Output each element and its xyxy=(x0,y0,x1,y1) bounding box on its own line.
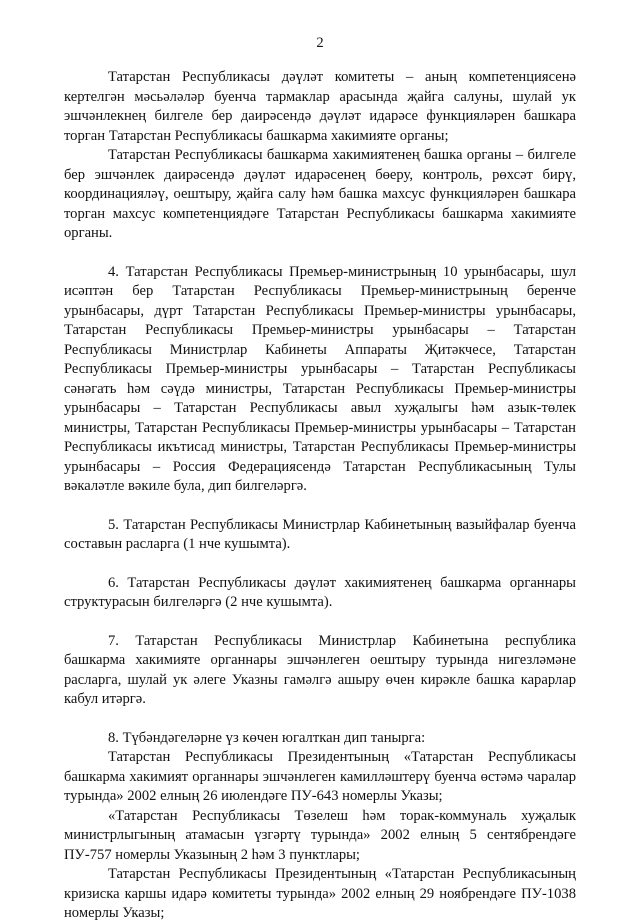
page-number: 2 xyxy=(316,35,324,51)
paragraph-item-8: 8. Түбәндәгеләрне үз көчен югалткан дип танырга: xyxy=(108,729,426,746)
paragraph-item-8-decree-1038: Татарстан Республикасы Президентының «Татарстан Республикасының кризиска каршы идарә комитеты турында» 2002 елның 29 ноябрендәге ПУ-1038 номерлы Указы; xyxy=(64,866,576,921)
paragraph-item-4: 4. Татарстан Республикасы Премьер-министрының 10 урынбасары, шул исәптән бер Татарстан Республикасы Премьер-министрының беренче урынбасары, дүрт Татарстан Республикасы Премьер-министры урынбасары, Татарстан Республикасы Премьер-министры урынбасары – Татарстан Республикасы Министрлар Кабинеты Аппараты Җитәкчесе, Татарстан Республикасы Премьер-министры урынбасары – Татарстан Республикасы сәнәгать һәм сәүдә министры, Татарстан Республикасы Премьер-министры урынбасары – Татарстан Республикасы авыл хуҗалыгы һәм азык-төлек министры, Татарстан Республикасы Премьер-министры урынбасары – Татарстан Республикасы икътисад министры, Татарстан Республикасы Премьер-министры урынбасары – Россия Федерациясендә Татарстан Республикасының Тулы вәкаләтле вәкиле була, дип билгеләргә. xyxy=(64,263,576,494)
paragraph-item-7: 7. Татарстан Республикасы Министрлар Кабинетына республика башкарма хакимияте органнары эшчәнлеген оештыру турында нигезләмәне расларга, шулай ук әлеге Указны гамәлгә ашыру өчен кирәкле башка карарлар кабул итәргә. xyxy=(64,632,576,707)
paragraph-item-6: 6. Татарстан Республикасы дәүләт хакимиятенең башкарма органнары структурасын билгеләргә (2 нче кушымта). xyxy=(64,574,576,610)
document-body xyxy=(64,68,576,924)
paragraph-item-5: 5. Татарстан Республикасы Министрлар Кабинетының вазыйфалар буенча составын расларга (1 нче кушымта). xyxy=(64,516,576,552)
paragraph-item-8-decree-757: «Татарстан Республикасы Төзелеш һәм торак-коммуналь хуҗалык министрлыгының атамасын үзгәртү турында» 2002 елның 5 сентябрендәге ПУ-757 номерлы Указының 2 һәм 3 пунктлары; xyxy=(64,807,576,863)
paragraph-other-body-definition: Татарстан Республикасы башкарма хакимиятенең башка органы – билгеле бер эшчәнлек даирәсендә дәүләт идарәсенең бөеру, контроль, рөхсәт бирү, координацияләү, оештыру, җайга салу һәм башка махсус функцияләрен башкара торган махсус компетенциядәге Татарстан Республикасы башкарма хакимияте органы. xyxy=(64,147,576,241)
paragraph-state-committee-definition: Татарстан Республикасы дәүләт комитеты – аның компетенциясенә кертелгән мәсьәләләр буенча тармаклар арасында җайга салуны, шулай ук эшчәнлекнең билгеле бер даирәсендә дәүләт идарәсе функцияләрен башкара торган Татарстан Республикасы башкарма хакимияте органы; xyxy=(64,69,576,144)
paragraph-item-8-decree-643: Татарстан Республикасы Президентының «Татарстан Республикасы башкарма хакимият органнары эшчәнлеген камилләштерү буенча өстәмә чаралар турында» 2002 елның 26 июлендәге ПУ-643 номерлы Указы; xyxy=(64,749,576,804)
